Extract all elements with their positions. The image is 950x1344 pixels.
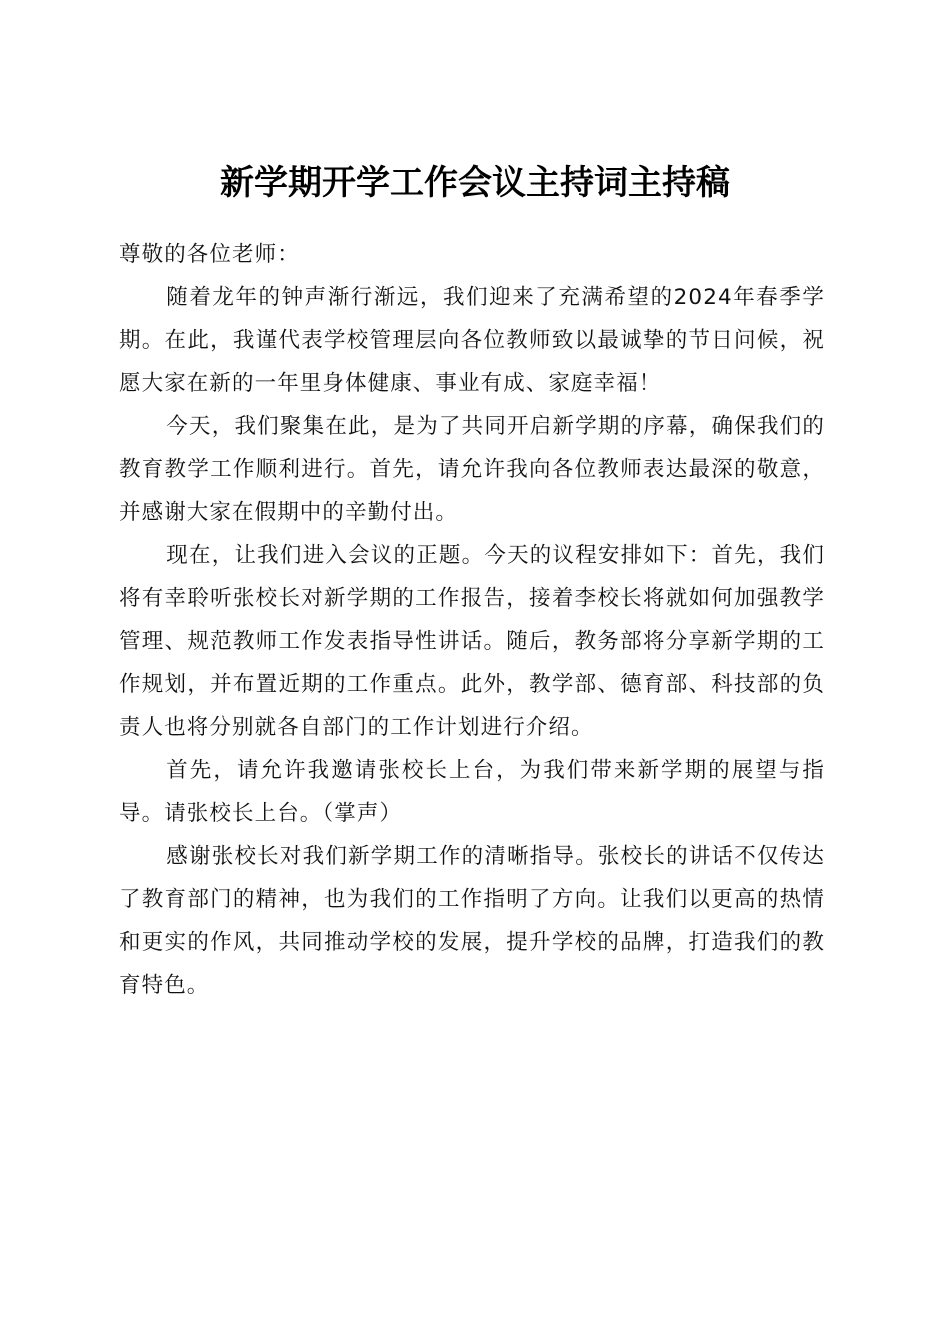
paragraph-greeting: 随着龙年的钟声渐行渐远，我们迎来了充满希望的2024年春季学期。在此，我谨代表学校管理层向各位教师致以最诚挚的节日问候，祝愿大家在新的一年里身体健康、事业有成、家庭幸福！ — [119, 285, 825, 396]
document-body — [119, 233, 825, 1007]
paragraph-agenda: 现在，让我们进入会议的正题。今天的议程安排如下：首先，我们将有幸聆听张校长对新学期的工作报告，接着李校长将就如何加强教学管理、规范教师工作发表指导性讲话。随后，教务部将分享新学期的工作规划，并布置近期的工作重点。此外，教学部、德育部、科技部的负责人也将分别就各自部门的工作计划进行介绍。 — [119, 543, 825, 740]
paragraph-thanks: 感谢张校长对我们新学期工作的清晰指导。张校长的讲话不仅传达了教育部门的精神，也为我们的工作指明了方向。让我们以更高的热情和更实的作风，共同推动学校的发展，提升学校的品牌，打造我们的教育特色。 — [119, 844, 825, 998]
salutation: 尊敬的各位老师： — [119, 242, 300, 267]
paragraph-opening: 今天，我们聚集在此，是为了共同开启新学期的序幕，确保我们的教育教学工作顺利进行。首先，请允许我向各位教师表达最深的敬意，并感谢大家在假期中的辛勤付出。 — [119, 414, 825, 525]
paragraph-invitation: 首先，请允许我邀请张校长上台，为我们带来新学期的展望与指导。请张校长上台。（掌声） — [119, 758, 825, 826]
document-title: 新学期开学工作会议主持词主持稿 — [220, 162, 730, 203]
